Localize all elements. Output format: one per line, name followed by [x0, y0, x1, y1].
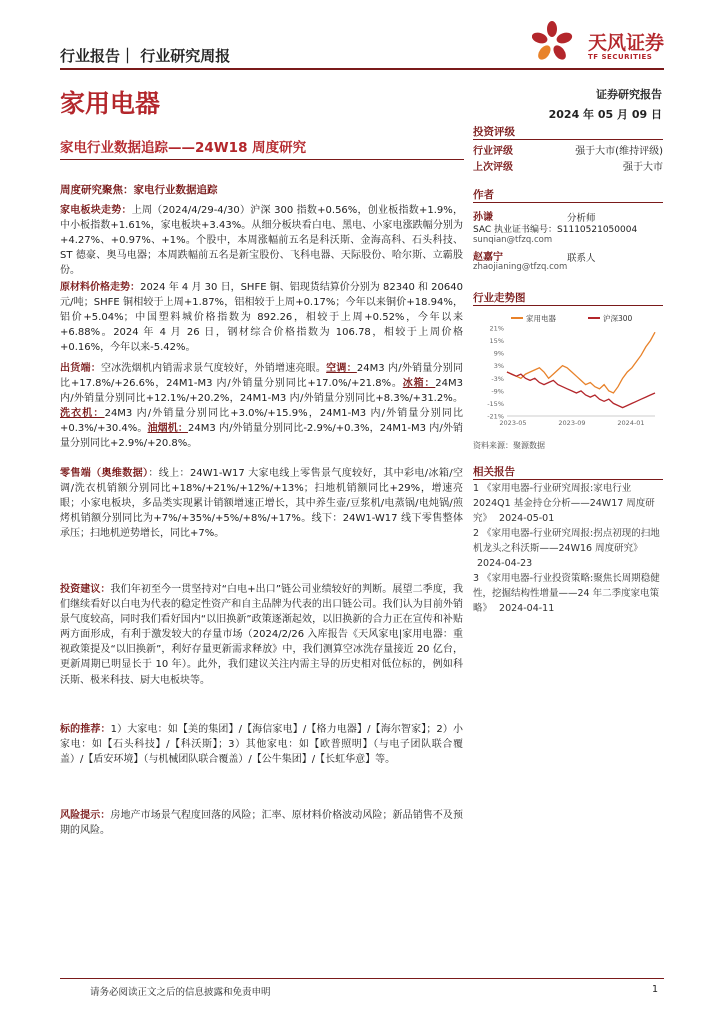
y-tick-label: -3%	[491, 374, 504, 383]
board-text: 上周（2024/4/29-4/30）沪深 300 指数+0.56%，创业板指数+1.9%，中小板指数+1.61%，家电板块+3.43%。从细分板块看白电、黑电、小家电涨跌幅分别为+4.27%、+0.97%、+1%。个股中，本周涨幅前五名是科沃斯、金海高科、石头科技、ST 德豪、奥马电器；本周跌幅前五名是新宝股份、飞科电器、天际股份、哈尔斯、立霸股份。	[60, 205, 464, 277]
export-paragraph	[60, 361, 463, 452]
board-label: 家电板块走势：	[60, 205, 132, 216]
retail-paragraph	[60, 466, 463, 541]
rating-heading: 投资评级	[473, 126, 515, 138]
hood-text: 24M3 内/外销量分别同比-2.9%/+0.3%，24M1-M3 内/外销量分别同比+2.9%/+20.8%。	[60, 423, 463, 450]
prev-rating	[473, 158, 663, 173]
export-intro: 空冰洗烟机内销需求景气度较好，外销增速亮眼。	[100, 363, 327, 374]
board-paragraph	[60, 203, 463, 278]
legend-label-home-appliance: 家用电器	[526, 314, 556, 323]
report-title: 家电行业数据追踪——24W18 周度研究	[60, 140, 307, 156]
related-report[interactable]	[473, 571, 663, 617]
x-tick-label: 2024-01	[617, 419, 645, 427]
trend-heading: 行业走势图	[473, 292, 526, 304]
advice-paragraph	[60, 582, 463, 688]
prev-rating-label: 上次评级	[473, 162, 513, 173]
ac-label: 空调：	[326, 363, 357, 374]
washer-text: 24M3 内/外销量分别同比+3.0%/+15.9%，24M1-M3 内/外销量分别同比+0.3%/+30.4%。	[60, 408, 463, 435]
authors-heading: 作者	[473, 189, 494, 201]
trend-chart	[473, 308, 663, 434]
advice-label: 投资建议：	[60, 584, 111, 595]
page-number: 1	[652, 984, 659, 995]
y-tick-label: 9%	[493, 349, 504, 358]
author-name: 孙谦	[473, 212, 493, 223]
fridge-label: 冰箱：	[402, 378, 436, 390]
report-type: 证券研究报告	[596, 88, 662, 101]
title-divider	[60, 159, 464, 160]
author-email[interactable]: sunqian@tfzq.com	[473, 235, 553, 245]
industry-rating-label: 行业评级	[473, 146, 513, 157]
x-tick-label: 2023-09	[558, 419, 586, 427]
industry-name: 家用电器	[60, 89, 161, 118]
retail-label: 零售端（奥维数据）	[60, 468, 149, 479]
materials-text: 2024 年 4 月 30 日，SHFE 铜、铝现货结算价分别为 82340 和 20640 元/吨；SHFE 铜相较于上周+1.87%，铝相较于上周+0.17%；今年以来铜价+18.94%，铝价+5.04%；中国塑料城价格指数为 892.26，相较于上周+0.52%，今年以来+6.88%。2024 年 4 月 26 日，钢材综合价格指数为 106.78，相较于上周价格+0.16%，今年以来-5.42%。	[60, 282, 463, 354]
related-report-title[interactable]: 3 《家用电器-行业投资策略:聚焦长周期稳健性，挖掘结构性增量——24 年二季度家电策略》	[473, 573, 660, 615]
y-tick-label: -15%	[487, 399, 504, 408]
focus-heading: 周度研究聚焦：家电行业数据追踪	[60, 184, 218, 196]
picks-label: 标的推荐：	[60, 724, 111, 735]
related-report-title[interactable]: 1 《家用电器-行业研究周报:家电行业 2024Q1 基金持仓分析——24W17 周度研究》	[473, 483, 655, 525]
brand-name: 天风证券	[588, 32, 665, 54]
hood-label: 油烟机：	[147, 423, 188, 435]
trend-divider	[473, 305, 663, 306]
author-email[interactable]: zhaojianing@tfzq.com	[473, 262, 568, 272]
related-report-date: 2024-04-23	[477, 558, 533, 570]
author-name: 赵嘉宁	[473, 252, 503, 263]
y-tick-label: 21%	[489, 324, 504, 333]
related-divider	[473, 479, 663, 480]
chart-source: 资料来源：聚源数据	[473, 441, 545, 450]
y-tick-label: -9%	[491, 387, 504, 396]
retail-text: ：线上：24W1-W17 大家电线上零售景气度较好，其中彩电/冰箱/空调/洗衣机销额分别同比+18%/+21%/+12%/+13%；扫地机销额同比+29%，增速亮眼；小家电板块，多品类实现累计销额增速正增长，其中养生壶/豆浆机/电蒸锅/电炖锅/煎烤机销额分别同比为+7%/+35%/+5%/+8%/+17%。线下：24W1-W17 线下零售整体承压；扫地机逆势增长，同比+7%。	[60, 468, 463, 540]
related-heading: 相关报告	[473, 466, 515, 478]
x-axis-ticks	[499, 419, 644, 427]
export-label: 出货端：	[60, 363, 101, 374]
related-report-title[interactable]: 2 《家用电器-行业研究周报:拐点初现的扫地机龙头之科沃斯——24W16 周度研究》	[473, 528, 660, 555]
author-cert: SAC 执业证书编号：S1110521050004	[473, 225, 638, 235]
advice-text: 我们年初至今一贯坚持对“白电+出口”链公司业绩较好的判断。展望二季度，我们继续看好以白电为代表的稳定性资产和自主品牌为代表的出口链公司。我们认为目前外销景气度较高，同时我们看好国内“以旧换新”政策逐渐起效，以旧换新的合力正在宣传和补贴两方面形成，有利于激发较大的存量市场（2024/2/26 入库报告《天风家电|家用电器：重视政策提及“以旧换新”，利好存量更新需求释放》中，我们测算空冰洗存量接近 20 亿台，更新周期已明显长于 10 年）。此外，我们建议关注内需主导的历史相对低位标的，例如科沃斯、极米科技、厨大电板块等。	[60, 584, 463, 686]
rating-divider	[473, 139, 663, 140]
prev-rating-value: 强于大市	[623, 162, 663, 173]
risk-label: 风险提示：	[60, 810, 111, 821]
risk-text: 房地产市场景气程度回落的风险；汇率、原材料价格波动风险；新品销售不及预期的风险。	[60, 810, 464, 837]
industry-rating-value: 强于大市(维持评级)	[575, 146, 663, 157]
series-line-home-appliance	[507, 332, 655, 393]
risk-paragraph	[60, 808, 463, 838]
x-tick-label: 2023-05	[499, 419, 527, 427]
industry-rating	[473, 142, 663, 157]
authors-divider	[473, 202, 663, 203]
author-role: 联系人	[567, 253, 596, 264]
related-report[interactable]	[473, 526, 663, 572]
picks-paragraph	[60, 722, 463, 767]
materials-paragraph	[60, 280, 463, 355]
y-axis-ticks	[487, 325, 655, 421]
legend-label-csi300: 沪深300	[603, 314, 633, 323]
washer-label: 洗衣机：	[60, 408, 105, 420]
related-report-date: 2024-04-11	[499, 603, 555, 615]
series-line-csi300	[507, 372, 655, 408]
header-divider	[60, 68, 664, 70]
related-report[interactable]	[473, 481, 663, 527]
y-tick-label: 15%	[489, 337, 504, 346]
fridge-text: 24M3 内/外销量分别同比+12.1%/+20.2%，24M1-M3 内/外销量分别同比+8.3%/+31.2%。	[60, 378, 464, 405]
footer-divider	[60, 978, 664, 979]
brand-name-en: TF SECURITIES	[588, 53, 653, 61]
ac-text: 24M3 内/外销量分别同比+17.8%/+26.6%，24M1-M3 内/外销量分别同比+17.0%/+21.8%。	[60, 363, 464, 390]
related-report-date: 2024-05-01	[499, 513, 555, 525]
chart-legend	[511, 313, 633, 323]
author-role: 分析师	[567, 213, 596, 224]
report-date: 2024 年 05 月 09 日	[548, 108, 662, 121]
footer-disclaimer: 请务必阅读正文之后的信息披露和免责申明	[90, 987, 271, 998]
picks-text: 1）大家电：如【美的集团】/【海信家电】/【格力电器】/【海尔智家】；2）小家电：如【石头科技】/【科沃斯】；3）其他家电：如【欧普照明】（与电子团队联合覆盖）/【盾安环境】（与机械团队联合覆盖）/【公牛集团】/【长虹华意】等。	[60, 724, 463, 766]
y-tick-label: 3%	[493, 362, 504, 371]
y-tick-label: -21%	[487, 412, 504, 421]
report-category: 行业报告｜ 行业研究周报	[60, 47, 231, 65]
chart-series	[507, 332, 655, 407]
materials-label: 原材料价格走势：	[60, 282, 141, 293]
